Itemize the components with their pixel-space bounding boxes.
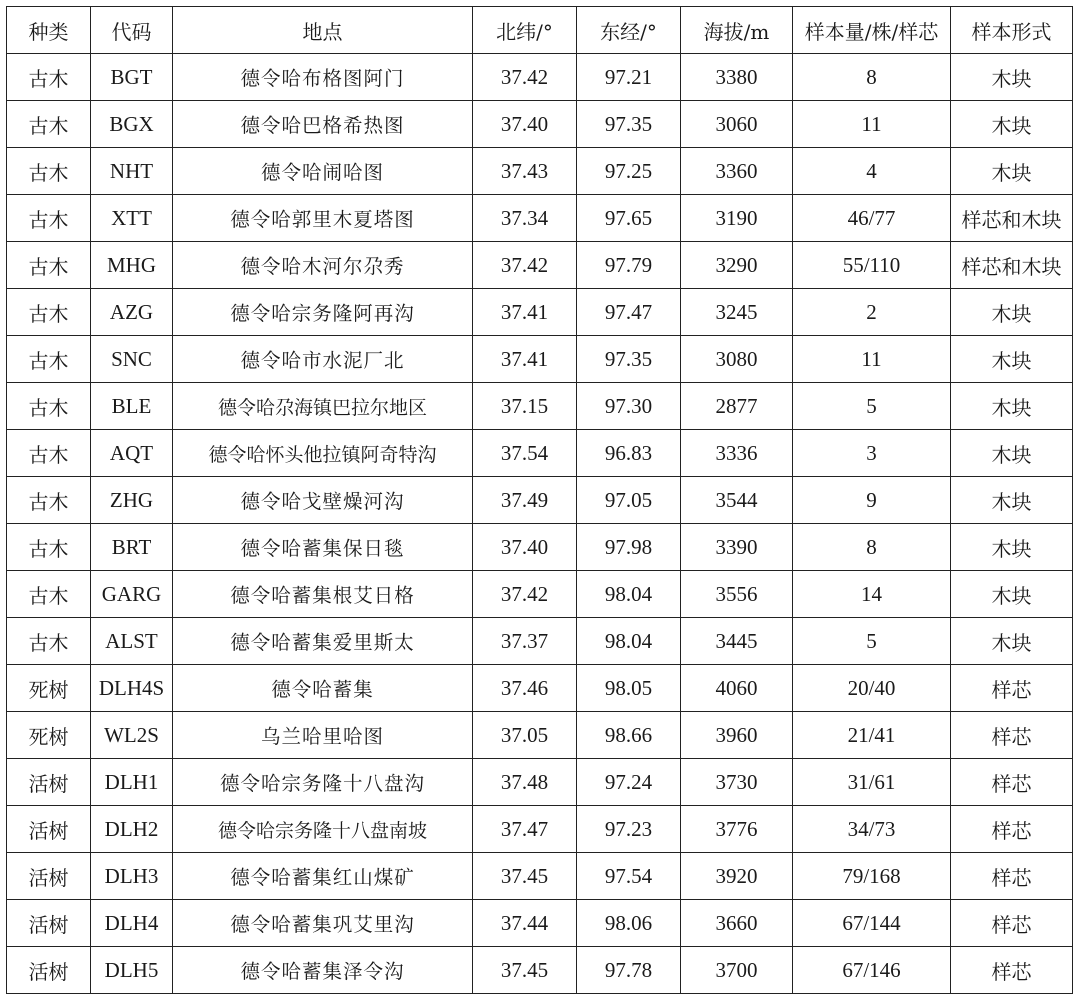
- altitude-cell: 3920: [681, 853, 793, 900]
- type-cell: 古木: [7, 289, 91, 336]
- type-cell: 古木: [7, 54, 91, 101]
- latitude-cell: 37.43: [473, 148, 577, 195]
- longitude-cell: 97.23: [577, 806, 681, 853]
- sample-form-cell: 木块: [951, 101, 1073, 148]
- altitude-cell: 4060: [681, 665, 793, 712]
- longitude-cell: 98.04: [577, 571, 681, 618]
- longitude-cell: 97.35: [577, 336, 681, 383]
- altitude-cell: 3700: [681, 947, 793, 994]
- site-cell: 德令哈郭里木夏塔图: [173, 195, 473, 242]
- latitude-cell: 37.42: [473, 54, 577, 101]
- site-cell: 德令哈宗务隆十八盘南坡: [173, 806, 473, 853]
- table-row: [7, 759, 1073, 806]
- table-row: [7, 101, 1073, 148]
- site-cell: 德令哈木河尔尕秀: [173, 242, 473, 289]
- sample-count-cell: 46/77: [793, 195, 951, 242]
- header-altitude: 海拔/m: [681, 7, 793, 54]
- type-cell: 活树: [7, 900, 91, 947]
- site-cell: 德令哈蓄集: [173, 665, 473, 712]
- longitude-cell: 97.47: [577, 289, 681, 336]
- type-cell: 古木: [7, 148, 91, 195]
- latitude-cell: 37.41: [473, 336, 577, 383]
- code-cell: XTT: [91, 195, 173, 242]
- type-cell: 古木: [7, 477, 91, 524]
- table-row: [7, 900, 1073, 947]
- type-cell: 死树: [7, 712, 91, 759]
- table-row: [7, 54, 1073, 101]
- altitude-cell: 3776: [681, 806, 793, 853]
- sample-count-cell: 9: [793, 477, 951, 524]
- table-row: [7, 289, 1073, 336]
- code-cell: DLH4: [91, 900, 173, 947]
- site-cell: 德令哈市水泥厂北: [173, 336, 473, 383]
- code-cell: DLH5: [91, 947, 173, 994]
- table-row: [7, 477, 1073, 524]
- table-row: [7, 148, 1073, 195]
- sample-form-cell: 样芯: [951, 712, 1073, 759]
- header-row: [7, 7, 1073, 54]
- table-body: [7, 54, 1073, 994]
- site-cell: 德令哈蓄集根艾日格: [173, 571, 473, 618]
- longitude-cell: 97.54: [577, 853, 681, 900]
- site-cell: 德令哈怀头他拉镇阿奇特沟: [173, 430, 473, 477]
- longitude-cell: 97.79: [577, 242, 681, 289]
- code-cell: DLH4S: [91, 665, 173, 712]
- site-cell: 德令哈蓄集爱里斯太: [173, 618, 473, 665]
- sample-count-cell: 3: [793, 430, 951, 477]
- altitude-cell: 3360: [681, 148, 793, 195]
- type-cell: 古木: [7, 101, 91, 148]
- longitude-cell: 98.04: [577, 618, 681, 665]
- longitude-cell: 97.98: [577, 524, 681, 571]
- table-row: [7, 336, 1073, 383]
- latitude-cell: 37.15: [473, 383, 577, 430]
- longitude-cell: 96.83: [577, 430, 681, 477]
- altitude-cell: 3060: [681, 101, 793, 148]
- type-cell: 古木: [7, 571, 91, 618]
- type-cell: 古木: [7, 524, 91, 571]
- longitude-cell: 98.05: [577, 665, 681, 712]
- latitude-cell: 37.40: [473, 101, 577, 148]
- sample-form-cell: 样芯: [951, 900, 1073, 947]
- latitude-cell: 37.47: [473, 806, 577, 853]
- code-cell: BGT: [91, 54, 173, 101]
- sample-form-cell: 木块: [951, 571, 1073, 618]
- longitude-cell: 97.25: [577, 148, 681, 195]
- table-row: [7, 383, 1073, 430]
- altitude-cell: 3290: [681, 242, 793, 289]
- header-sample-count: 样本量/株/样芯: [793, 7, 951, 54]
- latitude-cell: 37.45: [473, 853, 577, 900]
- sample-table: [6, 6, 1073, 994]
- table-row: [7, 947, 1073, 994]
- code-cell: ALST: [91, 618, 173, 665]
- sample-form-cell: 样芯: [951, 665, 1073, 712]
- longitude-cell: 97.24: [577, 759, 681, 806]
- table-row: [7, 806, 1073, 853]
- latitude-cell: 37.40: [473, 524, 577, 571]
- sample-count-cell: 55/110: [793, 242, 951, 289]
- sample-count-cell: 2: [793, 289, 951, 336]
- altitude-cell: 3380: [681, 54, 793, 101]
- code-cell: AQT: [91, 430, 173, 477]
- type-cell: 活树: [7, 806, 91, 853]
- table-row: [7, 195, 1073, 242]
- header-sample-form: 样本形式: [951, 7, 1073, 54]
- latitude-cell: 37.42: [473, 571, 577, 618]
- sample-form-cell: 木块: [951, 524, 1073, 571]
- longitude-cell: 97.35: [577, 101, 681, 148]
- sample-form-cell: 木块: [951, 618, 1073, 665]
- sample-form-cell: 木块: [951, 383, 1073, 430]
- altitude-cell: 3730: [681, 759, 793, 806]
- type-cell: 古木: [7, 383, 91, 430]
- longitude-cell: 97.05: [577, 477, 681, 524]
- site-cell: 乌兰哈里哈图: [173, 712, 473, 759]
- sample-count-cell: 20/40: [793, 665, 951, 712]
- latitude-cell: 37.49: [473, 477, 577, 524]
- header-latitude: 北纬/°: [473, 7, 577, 54]
- code-cell: BRT: [91, 524, 173, 571]
- type-cell: 古木: [7, 336, 91, 383]
- header-code: 代码: [91, 7, 173, 54]
- longitude-cell: 97.30: [577, 383, 681, 430]
- sample-count-cell: 31/61: [793, 759, 951, 806]
- latitude-cell: 37.37: [473, 618, 577, 665]
- table-row: [7, 571, 1073, 618]
- latitude-cell: 37.05: [473, 712, 577, 759]
- type-cell: 古木: [7, 195, 91, 242]
- latitude-cell: 37.46: [473, 665, 577, 712]
- sample-count-cell: 8: [793, 54, 951, 101]
- altitude-cell: 3190: [681, 195, 793, 242]
- sample-form-cell: 样芯: [951, 947, 1073, 994]
- table-header: [7, 7, 1073, 54]
- type-cell: 古木: [7, 430, 91, 477]
- site-cell: 德令哈尕海镇巴拉尔地区: [173, 383, 473, 430]
- altitude-cell: 3544: [681, 477, 793, 524]
- header-type: 种类: [7, 7, 91, 54]
- table-row: [7, 853, 1073, 900]
- altitude-cell: 3960: [681, 712, 793, 759]
- code-cell: DLH2: [91, 806, 173, 853]
- sample-form-cell: 木块: [951, 336, 1073, 383]
- sample-count-cell: 5: [793, 383, 951, 430]
- altitude-cell: 3390: [681, 524, 793, 571]
- code-cell: MHG: [91, 242, 173, 289]
- latitude-cell: 37.41: [473, 289, 577, 336]
- code-cell: BLE: [91, 383, 173, 430]
- latitude-cell: 37.54: [473, 430, 577, 477]
- altitude-cell: 3336: [681, 430, 793, 477]
- site-cell: 德令哈蓄集巩艾里沟: [173, 900, 473, 947]
- latitude-cell: 37.44: [473, 900, 577, 947]
- type-cell: 活树: [7, 759, 91, 806]
- longitude-cell: 98.06: [577, 900, 681, 947]
- altitude-cell: 3445: [681, 618, 793, 665]
- sample-form-cell: 木块: [951, 54, 1073, 101]
- altitude-cell: 3660: [681, 900, 793, 947]
- sample-form-cell: 样芯和木块: [951, 195, 1073, 242]
- code-cell: GARG: [91, 571, 173, 618]
- site-cell: 德令哈戈壁燥河沟: [173, 477, 473, 524]
- table-row: [7, 430, 1073, 477]
- site-cell: 德令哈蓄集保日毯: [173, 524, 473, 571]
- longitude-cell: 97.21: [577, 54, 681, 101]
- sample-count-cell: 4: [793, 148, 951, 195]
- sample-count-cell: 67/144: [793, 900, 951, 947]
- header-site: 地点: [173, 7, 473, 54]
- altitude-cell: 3080: [681, 336, 793, 383]
- table-row: [7, 665, 1073, 712]
- altitude-cell: 2877: [681, 383, 793, 430]
- sample-count-cell: 21/41: [793, 712, 951, 759]
- sample-count-cell: 5: [793, 618, 951, 665]
- code-cell: DLH1: [91, 759, 173, 806]
- table-row: [7, 618, 1073, 665]
- sample-form-cell: 样芯: [951, 759, 1073, 806]
- code-cell: ZHG: [91, 477, 173, 524]
- altitude-cell: 3556: [681, 571, 793, 618]
- latitude-cell: 37.45: [473, 947, 577, 994]
- type-cell: 古木: [7, 618, 91, 665]
- sample-count-cell: 11: [793, 336, 951, 383]
- site-cell: 德令哈宗务隆阿再沟: [173, 289, 473, 336]
- table-row: [7, 242, 1073, 289]
- sample-count-cell: 11: [793, 101, 951, 148]
- site-cell: 德令哈宗务隆十八盘沟: [173, 759, 473, 806]
- type-cell: 活树: [7, 947, 91, 994]
- longitude-cell: 97.78: [577, 947, 681, 994]
- altitude-cell: 3245: [681, 289, 793, 336]
- sample-count-cell: 8: [793, 524, 951, 571]
- sample-count-cell: 14: [793, 571, 951, 618]
- site-cell: 德令哈蓄集红山煤矿: [173, 853, 473, 900]
- site-cell: 德令哈巴格希热图: [173, 101, 473, 148]
- site-cell: 德令哈闹哈图: [173, 148, 473, 195]
- sample-form-cell: 木块: [951, 289, 1073, 336]
- sample-count-cell: 67/146: [793, 947, 951, 994]
- sample-count-cell: 34/73: [793, 806, 951, 853]
- sample-form-cell: 样芯和木块: [951, 242, 1073, 289]
- code-cell: WL2S: [91, 712, 173, 759]
- code-cell: SNC: [91, 336, 173, 383]
- type-cell: 活树: [7, 853, 91, 900]
- sample-count-cell: 79/168: [793, 853, 951, 900]
- site-cell: 德令哈蓄集泽令沟: [173, 947, 473, 994]
- longitude-cell: 97.65: [577, 195, 681, 242]
- type-cell: 古木: [7, 242, 91, 289]
- code-cell: NHT: [91, 148, 173, 195]
- latitude-cell: 37.34: [473, 195, 577, 242]
- code-cell: DLH3: [91, 853, 173, 900]
- latitude-cell: 37.42: [473, 242, 577, 289]
- table-row: [7, 524, 1073, 571]
- site-cell: 德令哈布格图阿门: [173, 54, 473, 101]
- sample-form-cell: 木块: [951, 430, 1073, 477]
- latitude-cell: 37.48: [473, 759, 577, 806]
- type-cell: 死树: [7, 665, 91, 712]
- sample-form-cell: 木块: [951, 148, 1073, 195]
- sample-form-cell: 样芯: [951, 853, 1073, 900]
- code-cell: AZG: [91, 289, 173, 336]
- sample-form-cell: 木块: [951, 477, 1073, 524]
- longitude-cell: 98.66: [577, 712, 681, 759]
- table-row: [7, 712, 1073, 759]
- code-cell: BGX: [91, 101, 173, 148]
- header-longitude: 东经/°: [577, 7, 681, 54]
- sample-form-cell: 样芯: [951, 806, 1073, 853]
